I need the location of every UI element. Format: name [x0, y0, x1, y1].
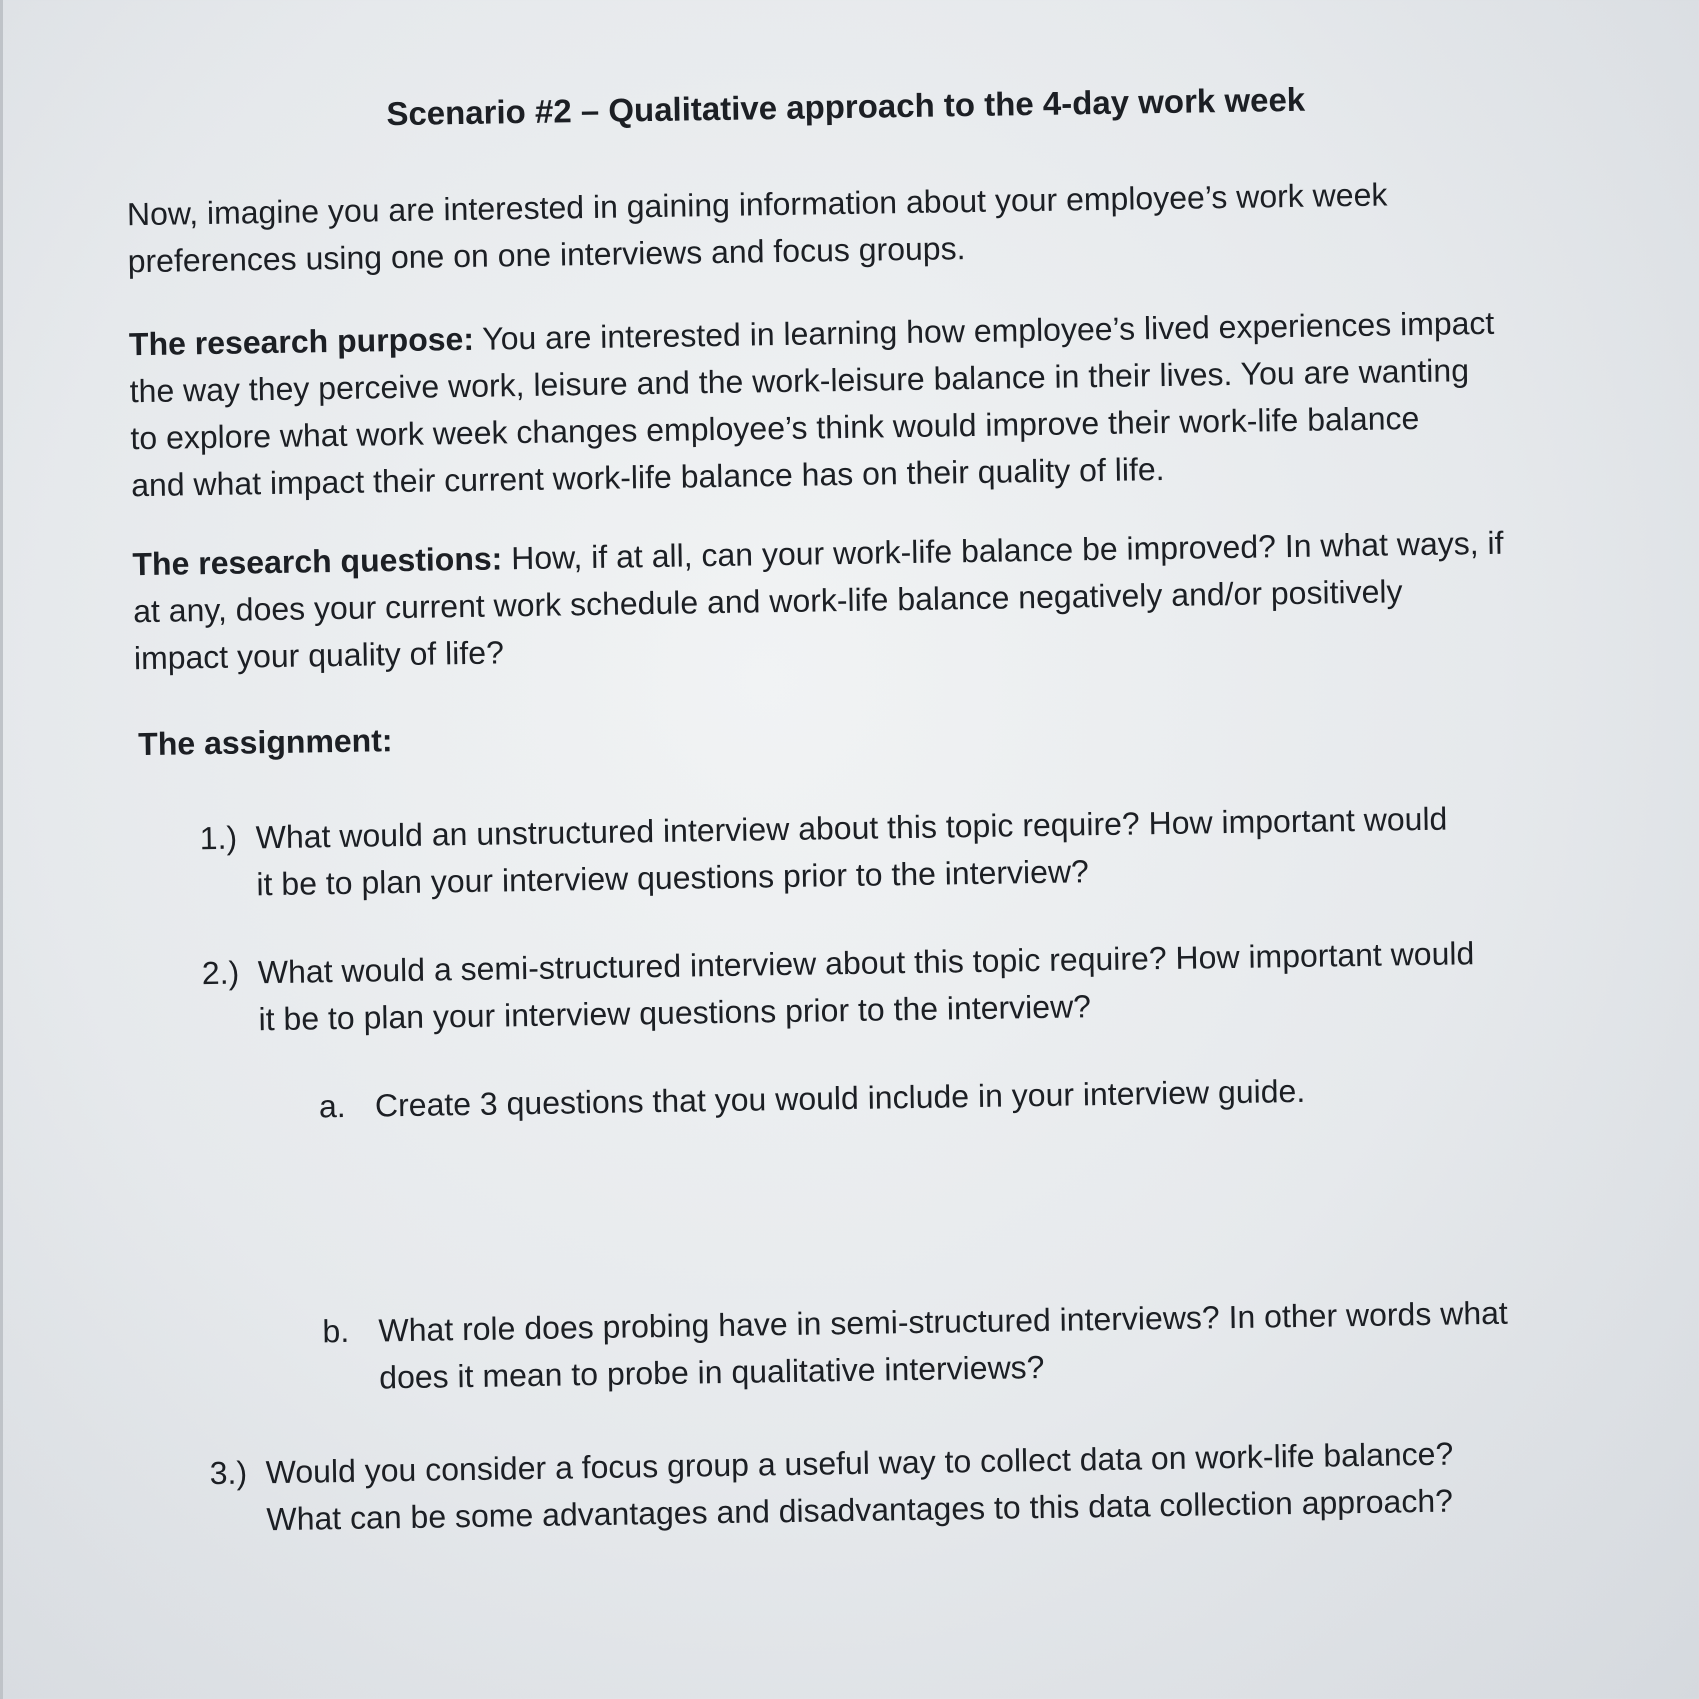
purpose-line-text: You are interested in learning how employee’s lived experiences impact — [473, 304, 1495, 357]
subitem-line: What role does probing have in semi-structured interviews? In other words what — [378, 1294, 1509, 1349]
purpose-line: the way they perceive work, leisure and the work-leisure balance in their lives. You are wanting — [129, 352, 1470, 410]
subitem-letter: a. — [318, 1087, 346, 1125]
item-body — [255, 796, 1448, 909]
intro-paragraph — [127, 171, 1389, 285]
research-purpose-paragraph — [129, 300, 1497, 509]
document-title: Scenario #2 – Qualitative approach to the 4-day work week — [386, 80, 1306, 133]
subitem-line: Create 3 questions that you would include in your interview guide. — [374, 1072, 1306, 1124]
research-questions-label: The research questions: — [132, 540, 503, 583]
intro-line: Now, imagine you are interested in gaining information about your employee’s work week — [126, 176, 1388, 233]
research-purpose-label: The research purpose: — [128, 320, 475, 363]
assignment-heading: The assignment: — [137, 722, 393, 763]
questions-line: impact your quality of life? — [133, 634, 505, 677]
item-number: 1.) — [199, 819, 238, 857]
item-line: it be to plan your interview questions prior to the interview? — [256, 853, 1090, 903]
item-number: 2.) — [201, 954, 240, 992]
subitem-line: does it mean to probe in qualitative interviews? — [378, 1349, 1045, 1396]
item-line: Would you consider a focus group a useful way to collect data on work-life balance? — [265, 1435, 1454, 1491]
subitem-letter: b. — [322, 1312, 350, 1350]
subitem-body — [378, 1290, 1509, 1402]
item-line: What can be some advantages and disadvantages to this data collection approach? — [266, 1482, 1454, 1538]
purpose-line: to explore what work week changes employee’s think would improve their work-life balance — [130, 400, 1420, 457]
item-body — [257, 930, 1475, 1043]
item-line: What would an unstructured interview about this topic require? How important would — [255, 800, 1448, 856]
subitem-body — [375, 1068, 1306, 1130]
item-body — [265, 1431, 1454, 1544]
item-number: 3.) — [209, 1454, 248, 1492]
intro-line: preferences using one on one interviews and focus groups. — [127, 230, 966, 280]
questions-line: at any, does your current work schedule and work-life balance negatively and/or positively — [132, 573, 1403, 630]
research-questions-paragraph — [132, 520, 1505, 683]
questions-line-text: How, if at all, can your work-life balance be improved? In what ways, if — [501, 524, 1504, 577]
item-line: What would a semi-structured interview about this topic require? How important would — [257, 935, 1475, 991]
purpose-line: and what impact their current work-life balance has on their quality of life. — [130, 451, 1165, 504]
item-line: it be to plan your interview questions prior to the interview? — [258, 988, 1092, 1038]
